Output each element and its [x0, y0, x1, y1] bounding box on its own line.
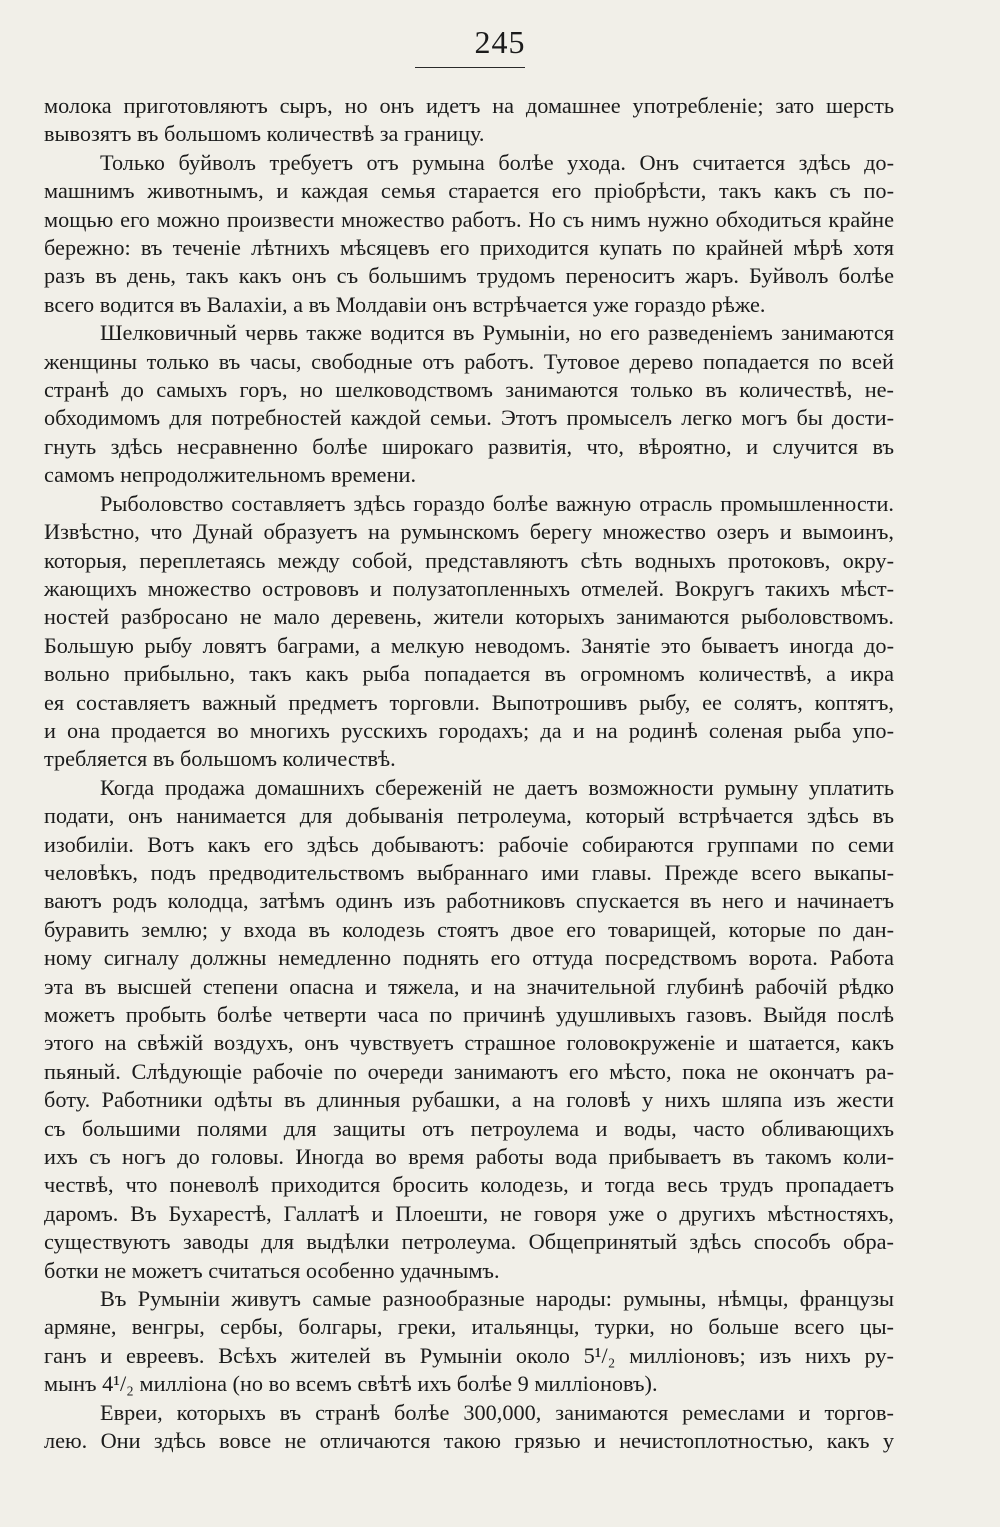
text-line: Шелковичный червь также водится въ Румыніи, но его разведеніемъ занимаются — [100, 320, 894, 346]
page-number-rule — [415, 67, 525, 68]
paragraph-fishing — [44, 490, 894, 774]
text-line: пьяный. Слѣдующіе рабочіе по очереди занимаютъ его мѣсто, пока не окончатъ ра- — [44, 1058, 894, 1084]
text-line: Когда продажа домашнихъ сбереженій не даетъ возможности румыну уплатить — [100, 774, 894, 800]
text-line: требляется въ большомъ количествѣ. — [44, 746, 396, 772]
text-line: чествѣ, что поневолѣ приходится бросить колодезь, и тогда весь трудъ пропадаетъ — [44, 1172, 894, 1198]
text-line: ному сигналу должны немедленно поднять его оттуда посредствомъ ворота. Работа — [44, 945, 894, 971]
text-line: мощью его можно произвести множество работъ. Но съ нимъ нужно обходиться крайне — [44, 206, 894, 232]
text-line: молока приготовляютъ сыръ, но онъ идетъ на домашнее употребленіе; зато шерсть — [44, 93, 894, 118]
text-line: гнуть здѣсь несравненно болѣе широкаго развитія, что, вѣроятно, и случится въ — [44, 433, 894, 459]
text-line: буравить землю; у входа въ колодезь стоятъ двое его товарищей, которые по дан- — [44, 916, 894, 942]
text-line: вольно прибыльно, такъ какъ рыба попадается въ огромномъ количествѣ, а икра — [44, 661, 894, 687]
text-line: этого на свѣжій воздухъ, онъ чувствуетъ страшное головокруженіе и шатается, какъ — [44, 1030, 894, 1056]
paragraph-petroleum — [44, 774, 894, 1285]
text-line: человѣкъ, подъ предводительствомъ выбраннаго ими главы. Прежде всего выкапы- — [44, 859, 894, 885]
text-line: обходимомъ для потребностей каждой семьи. Этотъ промыселъ легко могъ бы дости- — [44, 405, 894, 431]
text-line: машнимъ животнымъ, и каждая семья старается его пріобрѣсти, такъ какъ съ по- — [44, 178, 894, 204]
text-line: вывозятъ въ большомъ количествѣ за границу. — [44, 121, 485, 147]
text-line: ботки не можетъ считаться особенно удачнымъ. — [44, 1257, 500, 1283]
text-line: ганъ и евреевъ. Всѣхъ жителей въ Румыніи около 5¹/₂ милліоновъ; изъ нихъ ру- — [44, 1342, 894, 1368]
paragraph-silkworm — [44, 319, 894, 489]
text-line: Большую рыбу ловятъ баграми, а мелкую неводомъ. Занятіе это бываетъ иногда до- — [44, 632, 894, 658]
text-line: бережно: въ теченіе лѣтнихъ мѣсяцевъ его приходится купать по крайней мѣрѣ хотя — [44, 235, 894, 261]
text-line: Рыболовство составляетъ здѣсь гораздо болѣе важную отрасль промышленности. — [100, 490, 894, 516]
text-line: армяне, венгры, сербы, болгары, греки, итальянцы, турки, но больше всего цы- — [44, 1314, 894, 1340]
text-line: и она продается во многихъ русскихъ городахъ; да и на родинѣ соленая рыба упо- — [44, 717, 894, 743]
text-line: Евреи, которыхъ въ странѣ болѣе 300,000, занимаются ремеслами и торгов- — [100, 1399, 894, 1425]
text-line: самомъ непродолжительномъ времени. — [44, 462, 417, 488]
text-line: даромъ. Въ Бухарестѣ, Галлатѣ и Плоешти, не говоря уже о другихъ мѣстностяхъ, — [44, 1200, 894, 1226]
text-line: Въ Румыніи живутъ самые разнообразные народы: румыны, нѣмцы, французы — [100, 1286, 894, 1312]
text-line: жающихъ множество острововъ и полузатопленныхъ отмелей. Вокругъ такихъ мѣст- — [44, 575, 894, 601]
text-line: ихъ съ ногъ до головы. Иногда во время работы вода прибываетъ въ такомъ коли- — [44, 1144, 894, 1170]
text-line: эта въ высшей степени опасна и тяжела, и на значительной глубинѣ рабочій рѣдко — [44, 973, 894, 999]
text-line: Только буйволъ требуетъ отъ румына болѣе ухода. Онъ считается здѣсь до- — [100, 149, 894, 175]
text-line: лею. Они здѣсь вовсе не отличаются такою грязью и нечистоплотностью, какъ у — [44, 1428, 894, 1454]
paragraph-buffalo — [44, 149, 894, 319]
body-text — [44, 92, 894, 1456]
text-line: разъ въ день, такъ какъ онъ съ большимъ трудомъ переноситъ жаръ. Буйволъ болѣе — [44, 263, 894, 289]
paragraph-peoples — [44, 1285, 894, 1399]
text-line: существуютъ заводы для выдѣлки петролеума. Общепринятый здѣсь способъ обра- — [44, 1229, 894, 1255]
text-line: можетъ пробыть болѣе четверти часа по причинѣ удушливыхъ газовъ. Выйдя послѣ — [44, 1002, 894, 1027]
text-line: мынъ 4¹/₂ милліона (но во всемъ свѣтѣ ихъ болѣе 9 милліоновъ). — [44, 1371, 658, 1397]
text-line: подати, онъ нанимается для добыванія петролеума, который встрѣчается здѣсь въ — [44, 803, 894, 829]
text-line: Извѣстно, что Дунай образуетъ на румынскомъ берегу множество озеръ и вымоинъ, — [44, 519, 894, 545]
paragraph-jews — [44, 1399, 894, 1456]
text-line: ея составляетъ важный предметъ торговли. Выпотрошивъ рыбу, ее солятъ, коптятъ, — [44, 689, 894, 715]
text-line: ваютъ родъ колодца, затѣмъ одинъ изъ работниковъ спускается въ него и начинаетъ — [44, 888, 894, 914]
paragraph-cheese-wool — [44, 92, 894, 149]
text-line: ностей разбросано не мало деревень, жители которыхъ занимаются рыболовствомъ. — [44, 604, 894, 630]
text-line: которыя, переплетаясь между собой, представляютъ сѣть водныхъ протоковъ, окру- — [44, 547, 894, 573]
text-line: изобиліи. Вотъ какъ его здѣсь добываютъ: рабочіе собираются группами по семи — [44, 831, 894, 857]
text-line: всего водится въ Валахіи, а въ Молдавіи онъ встрѣчается уже гораздо рѣже. — [44, 291, 766, 317]
text-line: боту. Работники одѣты въ длинныя рубашки, а на головѣ у нихъ шляпа изъ жести — [44, 1087, 894, 1113]
text-line: съ большими полями для защиты отъ петроулема и воды, часто обливающихъ — [44, 1115, 894, 1141]
text-line: странѣ до самыхъ горъ, но шелководствомъ занимаются только въ количествѣ, не- — [44, 377, 894, 403]
text-line: женщины только въ часы, свободные отъ работъ. Тутовое дерево попадается по всей — [44, 348, 894, 374]
page-number: 245 — [474, 24, 526, 60]
